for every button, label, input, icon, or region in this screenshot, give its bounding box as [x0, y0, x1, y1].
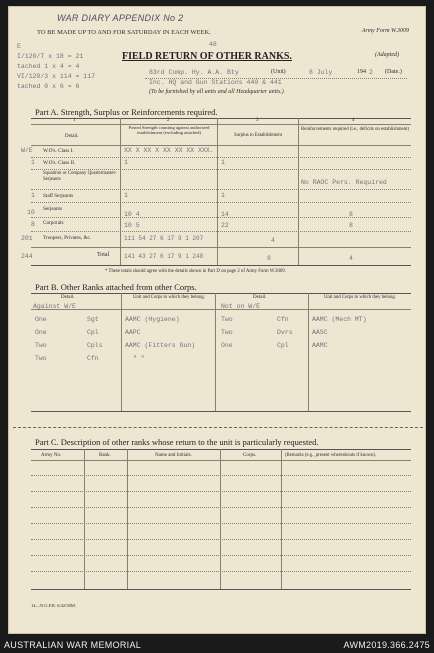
date-value: 8 July: [309, 69, 333, 76]
army-form-number: Army Form W.3009: [361, 28, 409, 34]
adapted-label: (Adapted): [375, 52, 399, 58]
deadline-note: TO BE MADE UP TO AND FOR SATURDAY IN EACH WEEK.: [37, 29, 211, 36]
col-reinforcements-header: Reinforcements required (i.e., deficits on establishment): [301, 127, 409, 132]
year-printed: 194: [357, 69, 366, 75]
margin-note-5: tached 0 x 6 = 6: [17, 83, 80, 90]
part-a-footnote: * These totals should agree with the details shown in Part D on page 2 of Army Form W.3009.: [105, 269, 286, 274]
part-c-heading: Part C. Description of other ranks whose return to the unit is particularly requested.: [35, 437, 319, 447]
footer-accession-number: AWM2019.366.2475: [343, 640, 430, 650]
col-surplus-header: Surplus to Establishment: [234, 133, 282, 138]
not-on-we-label: Not on W/E: [221, 303, 261, 310]
handwritten-title: WAR DIARY APPENDIX No 2: [57, 13, 184, 23]
margin-note-3: tached 1 x 4 = 4: [17, 63, 80, 70]
margin-note-1: E: [17, 43, 21, 50]
part-a-heading: Part A. Strength, Surplus or Reinforcements required.: [35, 107, 218, 117]
against-we-label: Against W/E: [33, 303, 76, 310]
col-detail-header: Detail.: [65, 134, 79, 139]
form-title: FIELD RETURN OF OTHER RANKS.: [122, 51, 292, 62]
station-value: Inc. HQ and Gun Stations 440 & 441: [149, 79, 282, 86]
col-posted-header: Posted Strength counting against authorized establishment (excluding attached): [128, 125, 210, 136]
total-label: Total: [97, 252, 110, 258]
margin-note-2: I/120/T x 18 = 21: [17, 53, 84, 60]
footer-source: AUSTRALIAN WAR MEMORIAL: [4, 640, 142, 650]
furnished-note: (To be furnished by all units and all Headquarter units.): [149, 89, 284, 95]
unit-value: 83rd Comp. Hy. A.A. Bty: [149, 69, 239, 76]
date-label: (Date.): [385, 69, 402, 75]
margin-total: 48: [209, 41, 217, 48]
unit-label: (Unit): [271, 69, 286, 75]
form-page: WAR DIARY APPENDIX No 2 TO BE MADE UP TO AND FOR SATURDAY IN EACH WEEK. Army Form W.3009 E 48 I/120/T x 18 = 21 tached 1 x 4 = 4 VI/120/3 x 114 = 117 tached 0 x 6 = 6 FIELD RETURN OF OTHER RANKS. (Adapted) 83rd Comp. Hy. A.A. Bty (Unit) 8 July 194 2 (Date.) Inc. HQ and Gun Stations 440 & 441 (To be furnished by all units and all Headquarter units.) Part A. Strength, Surplus or Reinforcements required. 1 2 3 4 Detail. Posted Strength counting against authorized establishment (excluding attached) Surplus to Establishment Reinforcements required (i.e., deficits on establishment) W.O's. Class I. W/E XX X XX X XX XX XX XXX. W.O's. Class II. 1 1 1 Squadron or Company Quartermaster-Serjeants No RAOC Pers. Required Staff Serjeants 1 1 1 Serjeants 10 10 4 14 8 Corporals 8 10 5 22 8 Troopers, Privates, &c. 201 111 54 27 6 17 9 1 207 4 Total 244 141 43 27 6 17 9 1 248 8 4 * These totals should agree with the details shown in Part D on page 2 of Army Form W.3009. Part B. Other Ranks attached from other Corps. Detail. Unit and Corps to which they belong. Detail. Unit and Corps to which they belong. Against W/E Not on W/E One Sgt AAMC (Hygiene) One Cpl AAPC Two Cpls AAMC (Fitters Gun) Two Cfn " " Two Cfn AAMC (Mech MT) Two Dvrs AASC One Cpl AAMC Part C. Description of other ranks whose return to the unit is particularly requested. Army No. Rank. Name and Initials. Corps. (Remarks (e.g., present whereabouts if known). 14—N.G.P.R. 6/42/30M.: [8, 6, 426, 634]
year-typed: 2: [369, 69, 373, 76]
printer-note: 14—N.G.P.R. 6/42/30M.: [31, 603, 77, 608]
margin-note-4: VI/120/3 x 114 = 117: [17, 73, 96, 80]
part-b-heading: Part B. Other Ranks attached from other Corps.: [35, 282, 197, 292]
